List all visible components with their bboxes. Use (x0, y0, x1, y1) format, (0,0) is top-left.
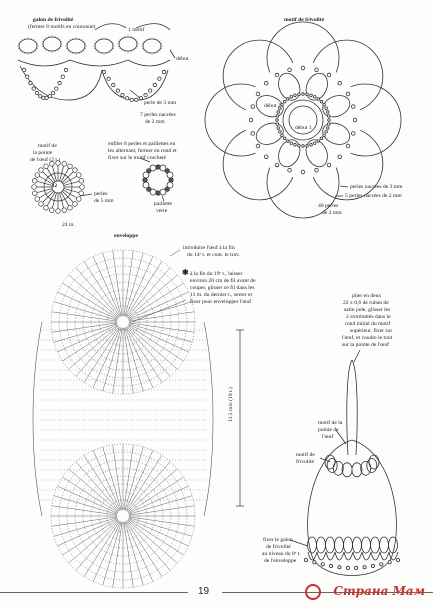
picot (120, 39, 121, 40)
pearl-bead (275, 163, 279, 167)
pearl-bead (251, 132, 255, 136)
envelope-title: enveloppe (114, 233, 138, 239)
galon-beads-2b: de 2 mm (145, 119, 165, 125)
chart-side (204, 322, 213, 516)
galon-title: galon de frivolité (33, 17, 74, 23)
chart-stitch-spoke (124, 522, 133, 587)
pearl-bead (286, 140, 289, 143)
tatting-ring (95, 39, 113, 53)
pearl-bead (327, 73, 331, 77)
envelope-intro-2: du 14ᵉ t. et cont. le trav. (187, 252, 240, 258)
chart-stitch-spoke (129, 517, 194, 526)
motif-beads-40b: de 2 mm (322, 210, 342, 216)
chart-stitch-spoke (113, 522, 122, 587)
pearl-bead (317, 140, 320, 143)
pearl-bead (276, 115, 279, 118)
picot (111, 50, 112, 51)
pearl-bead (49, 208, 54, 213)
tip-label-2: la pointe (33, 150, 53, 156)
picot (59, 48, 60, 49)
picot (96, 41, 97, 42)
pearl-bead (288, 68, 292, 72)
pearl-bead (22, 68, 25, 71)
chart-stitch-spoke (93, 521, 120, 581)
bead-or-sequin (160, 189, 166, 195)
assembly-fold-8: sur la pointe de l'œuf (342, 342, 389, 348)
pearl-bead (388, 561, 391, 564)
pearl-bead (276, 119, 279, 122)
pearl-bead (158, 77, 161, 80)
pearl-bead (39, 168, 44, 173)
tatting-ring (362, 537, 371, 553)
envelope-note-1: à la fin du 19ᵉ t., laisser (190, 271, 243, 277)
bead-or-sequin (156, 191, 160, 195)
chart-stitch-spoke (52, 517, 117, 526)
leader (340, 186, 348, 187)
motif-brace (95, 24, 126, 30)
picot (120, 48, 121, 49)
bead-or-sequin (150, 165, 156, 171)
pearl-bead (396, 558, 399, 561)
chart-stitch-spoke (58, 486, 118, 513)
pearl-bead (326, 111, 329, 114)
pearl-bead (329, 564, 332, 567)
pearl-bead (315, 68, 319, 72)
pearl-bead (323, 103, 326, 106)
leader (170, 50, 175, 58)
pearl-bead (61, 75, 64, 78)
pearl-bead (283, 137, 286, 140)
pearl-bead (79, 178, 84, 183)
picot (59, 39, 60, 40)
chart-stitch-spoke (58, 324, 118, 351)
pearl-bead (256, 144, 260, 148)
assembly-fold-4: 2 extrémités dans le (346, 314, 391, 320)
assembly-tip-1: motif de la (318, 420, 343, 426)
pearl-bead (320, 137, 323, 140)
chart-stitch-spoke (128, 292, 188, 319)
chart-stitch-spoke (128, 324, 188, 351)
pearl-bead (112, 83, 115, 86)
pearl-bead (130, 98, 133, 101)
chart-stitch-spoke (113, 445, 122, 510)
motif-beads-40a: 40 perles (318, 203, 339, 209)
assembly-fold-3: satin jade, glisser les (344, 307, 391, 313)
page-number: 19 (198, 586, 210, 597)
pearl-bead (76, 173, 81, 178)
pearl-bead (320, 100, 323, 103)
envelope-note-2: environ 20 cm de fil avant de (190, 278, 256, 284)
motif-start-1: début 1 (295, 125, 312, 131)
pearl-bead (304, 558, 307, 561)
pearl-bead (325, 131, 328, 134)
chart-stitch-spoke (93, 327, 120, 387)
pearl-bead (256, 92, 260, 96)
pearl-bead (29, 81, 32, 84)
chart-stitch-spoke (129, 312, 194, 321)
tip-label-3: de l'œuf (2 t.) (30, 157, 61, 163)
bead-sequin-ring (140, 158, 173, 201)
pearl-bead (35, 197, 40, 202)
pearl-bead (33, 178, 38, 183)
pearl-bead (275, 73, 279, 77)
pearl-bead (102, 70, 105, 73)
chart-stitch-spoke (125, 521, 152, 581)
pearl-bead (286, 98, 289, 101)
galon-beads-2a: 7 perles nacrées (140, 112, 176, 118)
assembly-fold-5: rond initial du motif (345, 321, 391, 327)
pearl-bead (290, 142, 293, 145)
picot (35, 41, 36, 42)
pearl-bead (68, 164, 73, 169)
petal-ring (342, 463, 352, 477)
pearl-bead (76, 197, 81, 202)
pearl-bead (107, 77, 110, 80)
pearl-bead (306, 93, 309, 96)
picot (96, 50, 97, 51)
envelope-measure: 11,5 mm (19 t.) (228, 387, 234, 422)
chart-side (33, 322, 42, 516)
pearl-bead (26, 75, 29, 78)
motif-beads-2: 5 perles nacrées de 2 mm (345, 193, 402, 199)
picot (111, 41, 112, 42)
picot (83, 41, 84, 42)
pearl-bead (298, 93, 301, 96)
pearl-bead (144, 93, 147, 96)
assembly-fix-4: de l'enveloppe (264, 558, 297, 564)
pearl-bead (264, 155, 268, 159)
watermark-ring-icon (305, 584, 321, 600)
tatting-ring (353, 537, 362, 553)
assembly-fold-6: supérieur, fixer sur (350, 328, 393, 334)
assembly-tip-3: l'œuf (322, 434, 334, 440)
sequin-note-3: fixer sur le motif crocheté (108, 155, 167, 161)
pearl-bead (251, 105, 255, 109)
pearl-bead (62, 162, 67, 167)
pearl-bead (162, 70, 165, 73)
chart-stitch-spoke (93, 451, 120, 511)
petal-ring (327, 458, 337, 472)
pearl-bead (32, 87, 35, 90)
bead-or-sequin (156, 165, 160, 169)
chart-stitch-spoke (125, 451, 152, 511)
pearl-bead (351, 132, 355, 136)
pearl-bead (55, 87, 58, 90)
pearl-bead (135, 98, 138, 101)
assembly-fold-2: 22 x 0,6 de ruban de (343, 300, 389, 306)
assembly-fold-1: plier en deux (352, 293, 382, 299)
sequin-green-1: paillette (154, 201, 173, 207)
pearl-bead (301, 170, 305, 174)
tatting-ring (389, 537, 398, 553)
pearl-bead (277, 111, 280, 114)
tip-center-number: 12 (52, 184, 57, 189)
tatting-ring (119, 37, 137, 51)
motif-start-2: début 2 (264, 103, 281, 109)
pearl-bead (346, 92, 350, 96)
pearl-bead (80, 185, 85, 190)
chart-stitch-spoke (113, 251, 122, 316)
leader (354, 350, 360, 362)
picot (68, 50, 69, 51)
pearl-bead (351, 105, 355, 109)
pearl-bead (79, 191, 84, 196)
picot (144, 50, 145, 51)
tatting-ring (43, 37, 61, 51)
pearl-bead (283, 100, 286, 103)
motif-beads-3: perles nacrées de 3 mm (350, 184, 403, 190)
pearl-bead (302, 93, 305, 96)
sequin-note-2: les alternant, fermer en rond et (108, 148, 177, 154)
chart-stitch-spoke (93, 257, 120, 317)
pearl-bead (281, 134, 284, 137)
pearl-bead (121, 93, 124, 96)
pearl-bead (249, 118, 253, 122)
pearl-bead (302, 145, 305, 148)
tatting-ring (19, 39, 37, 53)
pearl-bead (48, 94, 51, 97)
sequin-note-1: enfiler 8 perles et paillettes en (108, 141, 176, 147)
petal-ring (352, 463, 362, 477)
ribbon-loop (347, 360, 357, 455)
tatting-ring (344, 537, 353, 553)
chart-stitch-spoke (129, 323, 194, 332)
pearl-bead (355, 566, 358, 569)
pearl-bead (68, 205, 73, 210)
envelope-note-5: fixer pour envelopper l'œuf (190, 299, 252, 305)
pearl-bead (301, 66, 305, 70)
bead-or-sequin (167, 172, 173, 178)
envelope-star: ✱ (182, 268, 189, 277)
pearl-bead (277, 127, 280, 130)
chart-stitch-spoke (125, 257, 152, 317)
pearl-bead (314, 96, 317, 99)
tatting-ring (371, 537, 380, 553)
picot (44, 48, 45, 49)
tip-beads-5a: perles (94, 191, 108, 197)
chart-round (115, 508, 131, 524)
galon-tatting-edging (18, 24, 176, 102)
pearl-bead (327, 115, 330, 118)
galon-subtitle: (fermer 8 motifs en couronne) (28, 24, 96, 30)
assembly-motif-1: motif de (296, 452, 315, 458)
chart-stitch-spoke (125, 327, 152, 387)
chart-stitch-spoke (129, 506, 194, 515)
picot (20, 41, 21, 42)
pearl-bead (33, 191, 38, 196)
pearl-bead (35, 173, 40, 178)
petal-ring (333, 461, 343, 475)
watermark: Страна Мам (333, 584, 425, 598)
assembly-tip-2: pointe de (318, 427, 339, 433)
pearl-bead (290, 96, 293, 99)
picot (35, 50, 36, 51)
pearl-bead (58, 81, 61, 84)
pearl-bead (317, 98, 320, 101)
pearl-bead (314, 142, 317, 145)
tatting-ring (143, 39, 161, 53)
pearl-bead (313, 561, 316, 564)
motif-title: motif de frivolité (284, 17, 325, 23)
pearl-bead (51, 91, 54, 94)
pearl-bead (73, 202, 78, 207)
tatting-ring (317, 537, 326, 553)
pearl-bead (44, 205, 49, 210)
pearl-bead (315, 168, 319, 172)
loop-mask (245, 62, 361, 178)
galon-start: début (176, 56, 189, 62)
pearl-bead (327, 123, 330, 126)
envelope-intro-1: introduire l'œuf à la fin (183, 245, 235, 251)
pearl-bead (276, 123, 279, 126)
bead-or-sequin (169, 178, 173, 182)
tatting-ring (326, 537, 335, 553)
pearl-bead (44, 164, 49, 169)
assembly-fold-7: l'œuf, et coudre le tout (342, 335, 393, 341)
chart-stitch-spoke (52, 323, 117, 332)
sequin-green-2: verte (156, 208, 168, 214)
pearl-bead (325, 107, 328, 110)
pearl-bead (338, 155, 342, 159)
pearl-bead (338, 81, 342, 85)
pearl-bead (56, 209, 61, 214)
picot (44, 39, 45, 40)
pearl-bead (346, 144, 350, 148)
tatting-ring (335, 537, 344, 553)
pearl-bead (294, 143, 297, 146)
pearl-bead (35, 91, 38, 94)
chart-stitch-spoke (52, 312, 117, 321)
chart-stitch-spoke (124, 251, 133, 316)
envelope-note-3: couper, glisser ce fil dans les (190, 285, 255, 291)
chart-stitch-spoke (124, 328, 133, 393)
bead-or-sequin (143, 178, 147, 182)
pearl-bead (32, 185, 37, 190)
pearl-bead (281, 103, 284, 106)
leader (130, 90, 140, 98)
pearl-bead (62, 208, 67, 213)
picot (68, 41, 69, 42)
assembly-motif-2: frivolité (296, 459, 315, 465)
tatting-ring (67, 39, 85, 53)
picot (159, 41, 160, 42)
pearl-bead (371, 564, 374, 567)
pearl-bead (326, 127, 329, 130)
chain-top (18, 60, 170, 66)
tip-beads-5b: de 5 mm (94, 198, 114, 204)
assembly-fix-3: au niveau du 8ᵉ t. (262, 551, 301, 557)
picot (20, 50, 21, 51)
pearl-bead (64, 68, 67, 71)
picot (144, 41, 145, 42)
picot (135, 39, 136, 40)
assembly-fix-1: fixer le galon (263, 537, 293, 543)
petal-ring (367, 458, 377, 472)
pearl-bead (310, 143, 313, 146)
egg-tip-crochet-motif (32, 161, 92, 214)
bead-or-sequin (143, 182, 149, 188)
pearl-bead (148, 89, 151, 92)
pearl-bead (279, 131, 282, 134)
pearl-bead (264, 81, 268, 85)
pearl-bead (346, 566, 349, 569)
pearl-bead (327, 163, 331, 167)
pearl-bead (306, 144, 309, 147)
petal-ring (369, 455, 379, 469)
leader (170, 250, 180, 256)
chart-stitch-spoke (58, 292, 118, 319)
galon-beads-3: perle de 3 mm (144, 100, 177, 106)
tip-rows: 24 m. (62, 222, 75, 228)
tip-label-1: motif de (38, 143, 57, 149)
chart-stitch-spoke (113, 328, 122, 393)
pearl-bead (321, 563, 324, 566)
pearl-bead (73, 168, 78, 173)
pearl-bead (310, 94, 313, 97)
tatting-ring (380, 537, 389, 553)
assembly-fix-2: de frivolité (266, 544, 291, 550)
chart-stitch-spoke (58, 518, 118, 545)
chart-stitch-spoke (128, 486, 188, 513)
pearl-bead (380, 563, 383, 566)
pearl-bead (294, 94, 297, 97)
pearl-bead (153, 83, 156, 86)
chart-round (115, 314, 131, 330)
pearl-bead (39, 202, 44, 207)
pearl-bead (353, 118, 357, 122)
pearl-bead (298, 144, 301, 147)
picot (135, 48, 136, 49)
pearl-bead (338, 566, 341, 569)
chart-stitch-spoke (124, 445, 133, 510)
chart-stitch-spoke (52, 506, 117, 515)
pearl-bead (363, 566, 366, 569)
envelope-note-4: 11 m. du dernier t., serrer et (190, 292, 253, 298)
pearl-bead (125, 96, 128, 99)
chart-stitch-spoke (128, 518, 188, 545)
pearl-bead (288, 168, 292, 172)
pearl-bead (323, 134, 326, 137)
picot (83, 50, 84, 51)
picot (159, 50, 160, 51)
pearl-bead (116, 89, 119, 92)
pearl-bead (328, 119, 331, 122)
galon-one-motif: 1 motif (128, 27, 145, 33)
